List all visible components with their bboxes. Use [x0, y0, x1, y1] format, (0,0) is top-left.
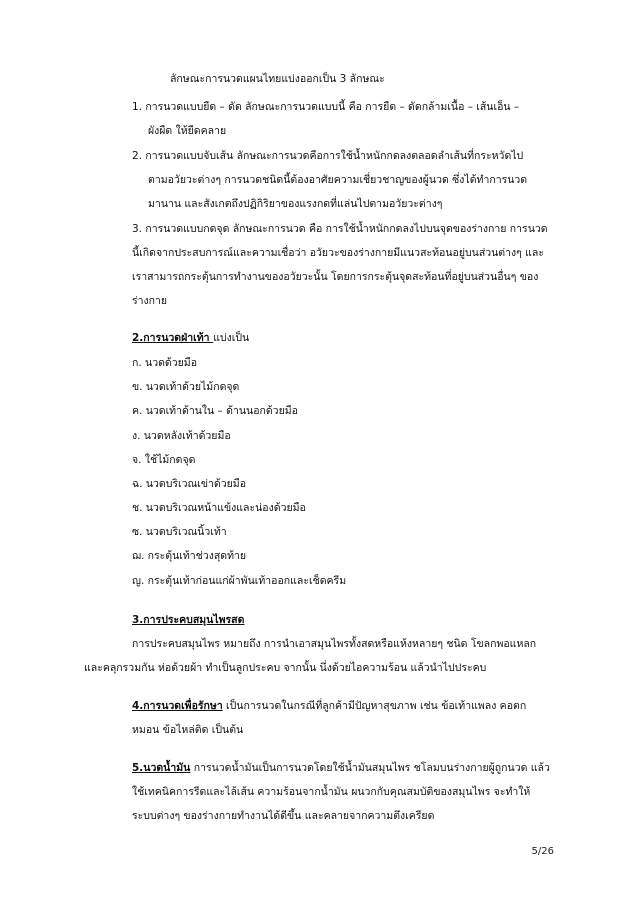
intro-item-3-line-2: นี้เกิดจากประสบการณ์และความเชื่อว่า อวัยวะของร่างกายมีแนวสะท้อนอยู่บนส่วนต่างๆ และ [132, 247, 544, 259]
foot-title-suffix: แบ่งเป็น [213, 332, 250, 344]
oil-heading [132, 760, 550, 776]
intro-item-3-line-4: ร่างกาย [132, 295, 168, 307]
therapy-heading [132, 698, 526, 714]
intro-item-3-line-3: เราสามารถกระตุ้นการทำงานของอวัยวะนั้น โดยการกระตุ้นจุดสะท้อนที่อยู่บนส่วนอื่นๆ ของ [132, 271, 539, 283]
foot-item: ฌ. กระตุ้นเท้าช่วงสุดท้าย [132, 550, 247, 562]
foot-item: ช. นวดบริเวณหน้าแข้งและน่องด้วยมือ [132, 502, 306, 514]
herbal-line-1: การประคบสมุนไพร หมายถึง การนำเอาสมุนไพรทั้งสดหรือแห้งหลายๆ ชนิด โขลกพอแหลก [132, 638, 537, 650]
foot-item: ซ. นวดบริเวณนิ้วเท้า [132, 526, 227, 538]
intro-item-3-line-1: 3. การนวดแบบกดจุด ลักษณะการนวด คือ การใช้น้ำหนักกดลงไปบนจุดของร่างกาย การนวด [132, 223, 548, 235]
oil-title: 5.นวดน้ำมัน [132, 762, 191, 774]
foot-item: ญ. กระตุ้นเท้าก่อนแก่ผ้าพันเท้าออกและเช็ดครีม [132, 575, 347, 587]
intro-heading: ลักษณะการนวดแผนไทยแบ่งออกเป็น 3 ลักษณะ [170, 73, 385, 85]
therapy-line-1: เป็นการนวดในกรณีที่ลูกค้ามีปัญหาสุขภาพ เช่น ข้อเท้าแพลง คอตก [222, 700, 527, 712]
herbal-title: 3.การประคบสมุนไพรสด [132, 614, 245, 626]
intro-item-2-line-2: ตามอวัยวะต่างๆ การนวดชนิดนี้ต้องอาศัยความเชี่ยวชาญของผู้นวด ซึ่งได้ทำการนวด [148, 174, 528, 186]
oil-line-3: ระบบต่างๆ ของร่างกายทำงานได้ดีขึ้น และคลายจากความตึงเครียด [132, 810, 435, 822]
oil-line-1: การนวดน้ำมันเป็นการนวดโดยใช้น้ำมันสมุนไพร ชโลมบนร่างกายผู้ถูกนวด แล้ว [190, 762, 550, 774]
foot-item: ง. นวดหลังเท้าด้วยมือ [132, 430, 231, 442]
foot-item: จ. ใช้ไม้กดจุด [132, 454, 196, 466]
intro-item-2-line-3: มานาน และสังเกตถึงปฏิกิริยาของแรงกดที่แล่นไปตามอวัยวะต่างๆ [148, 198, 443, 210]
herbal-line-2: และคลุกรวมกัน ห่อด้วยผ้า ทำเป็นลูกประคบ จากนั้น นึ่งด้วยไอความร้อน แล้วนำไปประคบ [84, 662, 487, 674]
therapy-line-2: หมอน ข้อไหล่ติด เป็นต้น [132, 724, 244, 736]
intro-item-1-line-2: ผังผืด ให้ยืดคลาย [148, 125, 227, 137]
foot-item: ฉ. นวดบริเวณเข่าด้วยมือ [132, 478, 247, 490]
intro-item-1-line-1: 1. การนวดแบบยืด – ดัด ลักษณะการนวดแบบนี้ คือ การยืด – ดัดกล้ามเนื้อ – เส้นเอ็น – [132, 101, 520, 113]
foot-heading [132, 330, 249, 346]
page-number: 5/26 [531, 846, 554, 857]
oil-line-2: ใช้เทคนิคการรีดและไล้เส้น ความร้อนจากน้ำมัน ผนวกกับคุณสมบัติของสมุนไพร จะทำให้ [132, 786, 531, 798]
foot-item: ข. นวดเท้าด้วยไม้กดจุด [132, 381, 240, 393]
foot-item: ก. นวดด้วยมือ [132, 357, 198, 369]
therapy-title: 4.การนวดเพื่อรักษา [132, 700, 223, 712]
intro-item-2-line-1: 2. การนวดแบบจับเส้น ลักษณะการนวดคือการใช้น้ำหนักกดลงตลอดลำเส้นที่กระหวัดไป [132, 150, 524, 162]
foot-title: 2.การนวดฝ่าเท้า [132, 332, 214, 344]
foot-item: ค. นวดเท้าด้านใน – ด้านนอกด้วยมือ [132, 405, 298, 417]
